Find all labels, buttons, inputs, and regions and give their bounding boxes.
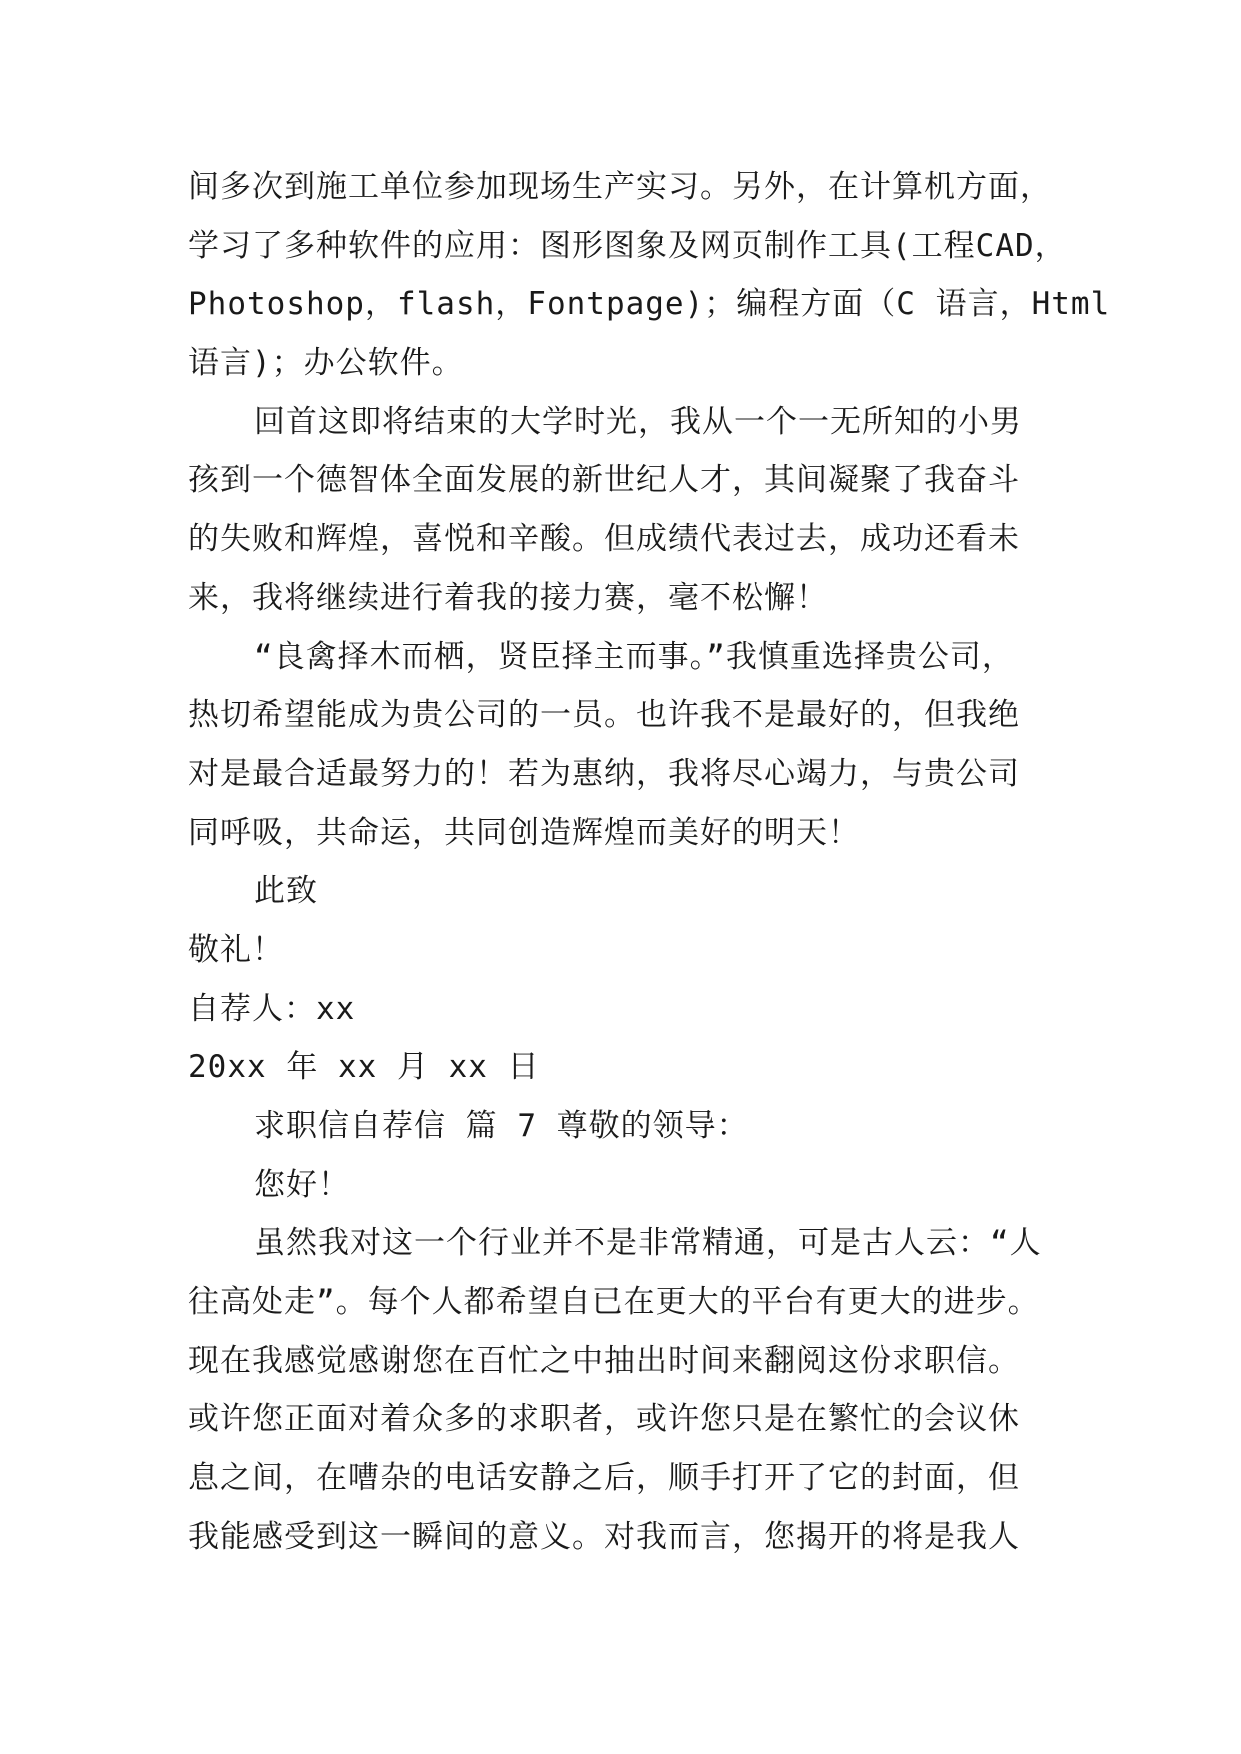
text-line: 您好！: [254, 1166, 350, 1203]
text-line: 热切希望能成为贵公司的一员。也许我不是最好的，但我绝: [188, 697, 1020, 734]
text-line: 孩到一个德智体全面发展的新世纪人才，其间凝聚了我奋斗: [188, 462, 1020, 499]
text-line: 或许您正面对着众多的求职者，或许您只是在繁忙的会议休: [188, 1401, 1020, 1438]
letter-body: [188, 158, 1111, 1567]
text-line: 间多次到施工单位参加现场生产实习。另外，在计算机方面，: [188, 169, 1052, 205]
text-line: 息之间，在嘈杂的电话安静之后，顺手打开了它的封面，但: [188, 1460, 1020, 1497]
text-line: 学习了多种软件的应用：图形图象及网页制作工具(工程CAD，: [188, 227, 1067, 264]
text-line: 来，我将继续进行着我的接力赛，毫不松懈！: [188, 579, 828, 616]
text-line: 敬礼！: [188, 931, 284, 968]
text-line: 语言)；办公软件。: [188, 345, 464, 382]
text-line: 自荐人：xx: [188, 990, 356, 1027]
text-line: Photoshop，flash，Fontpage)；编程方面（C 语言，Html: [188, 286, 1111, 323]
text-line: 虽然我对这一个行业并不是非常精通，可是古人云：“人: [254, 1225, 1042, 1262]
text-line: 我能感受到这一瞬间的意义。对我而言，您揭开的将是我人: [188, 1518, 1020, 1555]
text-line: 求职信自荐信 篇 7 尊敬的领导：: [254, 1108, 749, 1144]
text-line: 的失败和辉煌，喜悦和辛酸。但成绩代表过去，成功还看未: [188, 521, 1020, 558]
text-line: 回首这即将结束的大学时光，我从一个一无所知的小男: [254, 403, 1022, 440]
text-line: 此致: [254, 873, 318, 910]
text-line: 同呼吸，共命运，共同创造辉煌而美好的明天！: [188, 814, 860, 851]
text-line: 对是最合适最努力的！若为惠纳，我将尽心竭力，与贵公司: [188, 755, 1020, 792]
text-line: 现在我感觉感谢您在百忙之中抽出时间来翻阅这份求职信。: [188, 1342, 1020, 1379]
text-line: “良禽择木而栖，贤臣择主而事。”我慎重选择贵公司，: [254, 638, 1014, 675]
text-line: 20xx 年 xx 月 xx 日: [188, 1049, 540, 1086]
text-line: 往高处走”。每个人都希望自已在更大的平台有更大的进步。: [188, 1284, 1040, 1321]
